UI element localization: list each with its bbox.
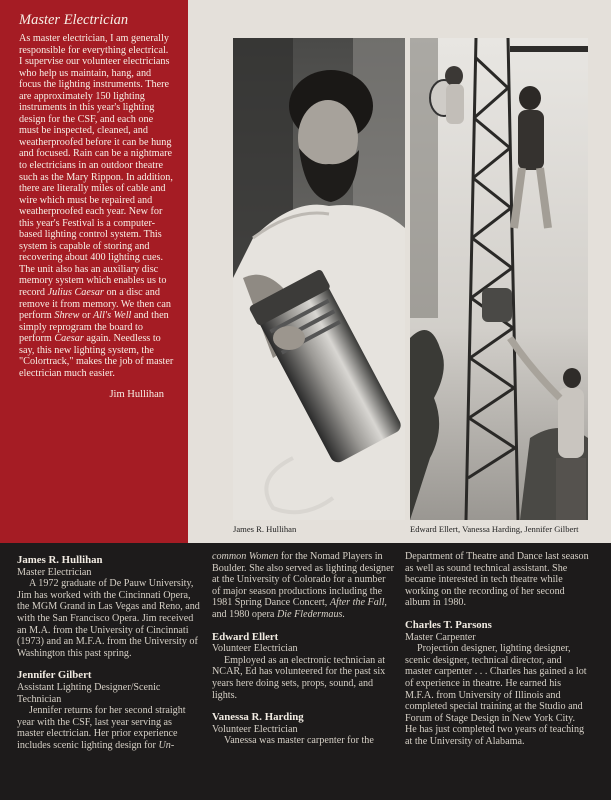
- bio-play-title: common Women: [212, 551, 279, 562]
- essay-play-4: Caesar: [54, 333, 84, 345]
- bio-name: Edward Ellert: [212, 630, 279, 643]
- bio-role: Master Carpenter: [405, 631, 476, 643]
- bio-role: Master Electrician: [17, 566, 92, 578]
- photo-panel: [188, 0, 611, 543]
- crew-caption: Edward Ellert, Vanessa Harding, Jennifer Gilbert: [410, 524, 579, 534]
- sidebar-essay: [0, 0, 188, 543]
- bio-role: Assistant Lighting Designer/Scenic Technician: [17, 681, 161, 705]
- essay-text-5: again. Needless to say, this new lighting system, the "Colortrack," makes the job of master electrician much easier.: [19, 333, 174, 379]
- bio-play-title: After the Fall,: [329, 597, 387, 609]
- bio-play-title: Die Fledermaus.: [276, 608, 346, 620]
- bio-text: Projection designer, lighting designer, scenic designer, technical director, and master carpenter . . . Charles has gained a lot of experience in theatre. He earned his M.F.A. from University of Illinois and completed special training at the Studio and Forum of Stage Design in New York City. He has just completed two years of teaching at the University of Alabama.: [405, 643, 587, 747]
- sidebar-signature: Jim Hullihan: [109, 389, 164, 401]
- essay-text-4: and then simply reprogram the board to perform: [19, 310, 169, 345]
- essay-text-2: on a disc and remove it from memory. We then can perform: [19, 287, 171, 322]
- essay-play-1: Julius Caesar: [47, 287, 104, 299]
- bio-name: James R. Hullihan: [17, 554, 103, 566]
- portrait-caption: James R. Hullihan: [233, 524, 297, 534]
- essay-text-1: As master electrician, I am generally responsible for everything electrical. I supervise our volunteer electricians who help us maintain, hang, and focus the lighting instruments. There are approximately 150 lighting instruments in this year's lighting design for the CSF, and each one must be inspected, cleaned, and weatherproofed before it can be hung and focused. Rain can be a nightmare to electricians in an outdoor theatre such as the Mary Rippon. In addition, there are literally miles of cable and wire which must be repaired and weatherproofed each year. New for this year's Festival is a computer-based lighting control system. This system is capable of storing and recovering about 400 lighting cues. The unit also has an auxiliary disc memory system which enables us to record: [19, 33, 173, 299]
- bio-text-run: for the Nomad Players in Boulder. She also served as lighting designer at the University of Colorado for a number of major season productions including the 1981 Spring Dance Concert,: [212, 551, 394, 609]
- biographies-section: [0, 543, 611, 800]
- essay-play-3: All's Well: [93, 310, 132, 322]
- bio-column-2: [212, 551, 396, 747]
- portrait-photo: [233, 38, 405, 520]
- bio-name: Jennifer Gilbert: [17, 669, 92, 682]
- bio-play-title: Un-: [158, 739, 175, 751]
- bio-column-1: [17, 555, 201, 752]
- bio-text: Vanessa was master carpenter for the: [224, 735, 374, 747]
- essay-text-3: or: [79, 310, 94, 322]
- bio-name: Charles T. Parsons: [405, 618, 492, 631]
- crew-photo: [410, 38, 588, 520]
- bio-text: A 1972 graduate of De Pauw University, Jim has worked with the Cincinnati Opera, the MGM Grand in Las Vegas and Reno, and with the San Francisco Opera. Jim received an M.A. from the University of Cincinnati (1973) and an M.F.A. from the University of Washington this past spring.: [17, 578, 200, 659]
- bio-text: [212, 551, 396, 621]
- essay-play-2: Shrew: [54, 310, 80, 322]
- bio-name: Vanessa R. Harding: [212, 711, 304, 724]
- bio-text-run: Jennifer returns for her second straight year with the CSF, last year serving as master electrician. Her prior experience includes scenic lighting design for: [17, 705, 186, 751]
- bio-column-3: [405, 551, 589, 748]
- bio-text: Employed as an electronic technician at NCAR, Ed has volunteered for the past six years here doing sets, props, sound, and lights.: [212, 654, 386, 701]
- sidebar-title: Master Electrician: [19, 12, 129, 28]
- bio-text: Department of Theatre and Dance last season as well as sound technical assistant. She became interested in tech theatre while working on the recording of her second album in 1980.: [405, 551, 589, 609]
- bio-role: Volunteer Electrician: [212, 723, 298, 735]
- bio-text: [17, 705, 201, 751]
- portrait-photo-image: [233, 38, 405, 520]
- bio-role: Volunteer Electrician: [212, 643, 298, 655]
- sidebar-body: [19, 33, 174, 379]
- bio-text-run: and 1980 opera: [212, 608, 277, 620]
- crew-photo-image: [410, 38, 588, 520]
